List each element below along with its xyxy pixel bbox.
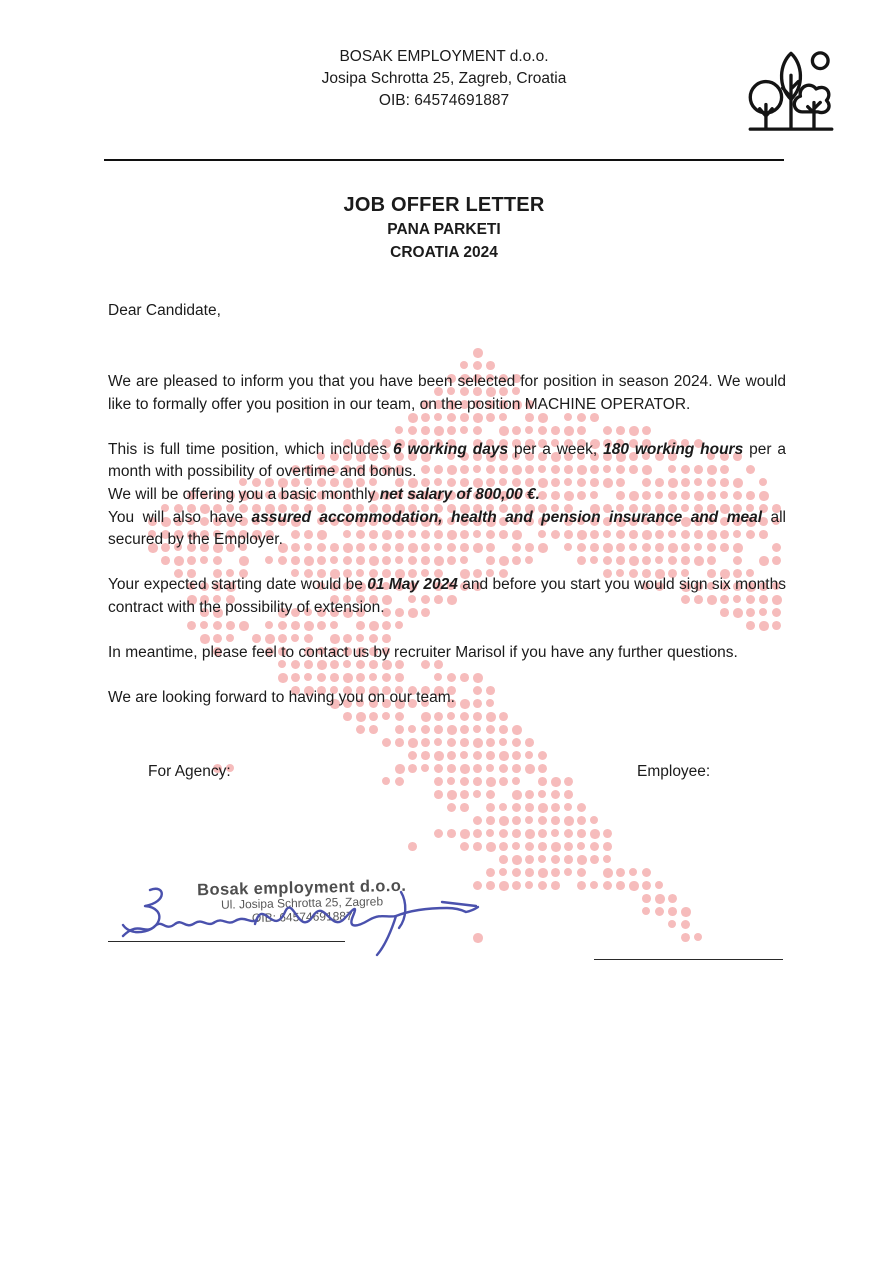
- agency-signature-line: [108, 941, 345, 942]
- paragraph: We are looking forward to having you on our team.: [108, 689, 455, 707]
- body-blocks: [108, 371, 786, 710]
- stamp-address: Ul. Josipa Schrotta 25, Zagreb: [220, 894, 384, 912]
- stamp-company-name: Bosak employment d.o.o.: [197, 876, 407, 900]
- letterhead: [106, 46, 782, 112]
- company-oib: OIB: 64574691887: [378, 92, 510, 109]
- salutation: Dear Candidate,: [108, 302, 221, 319]
- paragraph: Your expected starting date would be 01 May 2024 and before you start you would sign six months contract with the possibility of extension.: [108, 576, 786, 616]
- company-name: BOSAK EMPLOYMENT d.o.o.: [339, 48, 549, 65]
- paragraph: We will be offering you a basic monthly net salary of 800,00 €.: [108, 485, 540, 503]
- paragraph: This is full time position, which includes 6 working days per a week, 180 working hours per a month with possibility of overtime and bonus.: [108, 440, 786, 481]
- for-agency-label: For Agency:: [148, 763, 231, 780]
- employee-signature-line: [594, 959, 783, 960]
- trees-and-sun-logo-icon: [744, 44, 838, 138]
- header-divider-line: [104, 159, 784, 161]
- handwritten-signature: [95, 876, 485, 961]
- letter-title: JOB OFFER LETTER: [343, 194, 545, 216]
- paragraph: We are pleased to inform you that you have been selected for position in season 2024. We would like to formally offer you position in our team, on the position MACHINE OPERATOR.: [108, 373, 786, 413]
- employee-label: Employee:: [637, 763, 711, 780]
- letter-subtitle-season: CROATIA 2024: [390, 244, 498, 261]
- letter-subtitle-company: PANA PARKETI: [387, 221, 501, 238]
- paragraph: In meantime, please feel to contact us by recruiter Marisol if you have any further questions.: [108, 644, 738, 662]
- company-address: Josipa Schrotta 25, Zagreb, Croatia: [321, 70, 567, 87]
- paragraph: You will also have assured accommodation, health and pension insurance and meal all secured by the Employer.: [108, 508, 786, 549]
- title-block: [106, 193, 782, 264]
- stamp-oib: OIB: 64574691887: [251, 908, 353, 925]
